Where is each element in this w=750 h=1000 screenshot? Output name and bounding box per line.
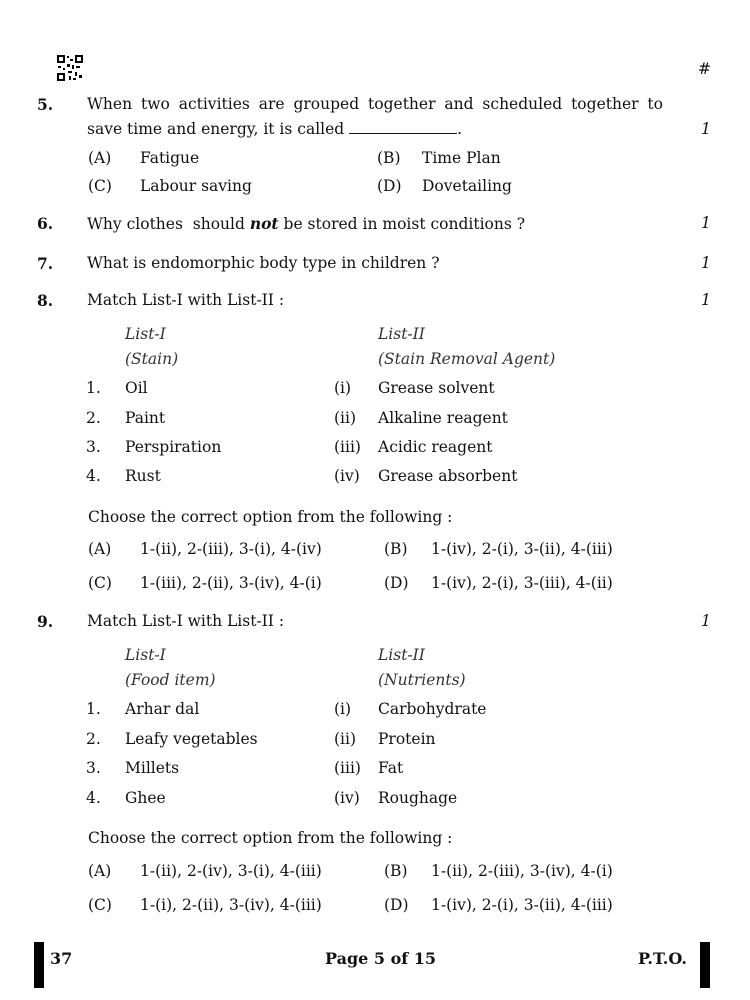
q9-row-4-match: Roughage: [378, 789, 458, 807]
q9-row-3-roman: (iii): [334, 759, 361, 777]
q8-option-c-label: (C): [88, 574, 112, 592]
q8-row-4-item: Rust: [125, 467, 161, 485]
q8-option-a-text: 1-(ii), 2-(iii), 3-(i), 4-(iv): [140, 540, 322, 558]
question-number-9: 9.: [37, 612, 54, 631]
q8-list2-title: List-II: [378, 325, 425, 343]
q9-option-d-label: (D): [384, 896, 409, 914]
q8-list2-subtitle: (Stain Removal Agent): [378, 350, 556, 368]
question-5-line-2-end: .: [457, 120, 463, 138]
q9-row-2-number: 2.: [86, 730, 101, 748]
q8-row-1-roman: (i): [334, 379, 352, 397]
q9-row-3-match: Fat: [378, 759, 404, 777]
q5-option-a-text: Fatigue: [140, 149, 200, 167]
footer-left-bar: [34, 942, 44, 988]
q5-option-c-label: (C): [88, 177, 112, 195]
question-6-text-after: be stored in moist conditions ?: [278, 215, 526, 233]
q8-row-3-roman: (iii): [334, 438, 361, 456]
q9-option-a-label: (A): [88, 862, 112, 880]
q5-option-b-text: Time Plan: [422, 149, 501, 167]
q9-row-2-roman: (ii): [334, 730, 357, 748]
q8-row-1-item: Oil: [125, 379, 148, 397]
question-number-6: 6.: [37, 214, 54, 233]
question-7-text: What is endomorphic body type in children ?: [87, 254, 440, 272]
q8-option-c-text: 1-(iii), 2-(ii), 3-(iv), 4-(i): [140, 574, 322, 592]
q9-row-1-number: 1.: [86, 700, 101, 718]
q9-option-c-text: 1-(i), 2-(ii), 3-(iv), 4-(iii): [140, 896, 322, 914]
q8-choose-instruction: Choose the correct option from the following :: [88, 508, 453, 526]
q9-list2-title: List-II: [378, 646, 425, 664]
q9-row-2-item: Leafy vegetables: [125, 730, 258, 748]
q9-list2-subtitle: (Nutrients): [378, 671, 466, 689]
q9-row-3-item: Millets: [125, 759, 180, 777]
q9-row-1-roman: (i): [334, 700, 352, 718]
q8-row-3-item: Perspiration: [125, 438, 222, 456]
q8-row-2-number: 2.: [86, 409, 101, 427]
q9-option-d-text: 1-(iv), 2-(i), 3-(ii), 4-(iii): [431, 896, 613, 914]
question-5-line-2-text: save time and energy, it is called: [87, 120, 345, 138]
q8-option-a-label: (A): [88, 540, 112, 558]
question-number-7: 7.: [37, 254, 54, 273]
question-5-line-2: [87, 120, 462, 138]
q9-option-b-label: (B): [384, 862, 408, 880]
q5-option-c-text: Labour saving: [140, 177, 252, 195]
q8-option-d-text: 1-(iv), 2-(i), 3-(iii), 4-(ii): [431, 574, 613, 592]
question-6-text-before: Why clothes should: [87, 215, 250, 233]
q9-option-c-label: (C): [88, 896, 112, 914]
fill-in-blank: [349, 121, 457, 134]
q8-row-4-number: 4.: [86, 467, 101, 485]
footer-code: 37: [50, 949, 73, 968]
q8-list1-title: List-I: [125, 325, 166, 343]
q5-option-b-label: (B): [377, 149, 401, 167]
question-8-text: Match List-I with List-II :: [87, 291, 285, 309]
q9-option-b-text: 1-(ii), 2-(iii), 3-(iv), 4-(i): [431, 862, 613, 880]
q8-row-3-number: 3.: [86, 438, 101, 456]
q8-row-3-match: Acidic reagent: [378, 438, 493, 456]
footer-pto: P.T.O.: [638, 949, 687, 968]
q9-row-4-roman: (iv): [334, 789, 360, 807]
question-5-marks: 1: [701, 120, 711, 138]
q5-option-d-label: (D): [377, 177, 402, 195]
q8-row-1-number: 1.: [86, 379, 101, 397]
q8-option-b-text: 1-(iv), 2-(i), 3-(ii), 4-(iii): [431, 540, 613, 558]
q9-row-2-match: Protein: [378, 730, 436, 748]
q9-list1-subtitle: (Food item): [125, 671, 216, 689]
question-9-text: Match List-I with List-II :: [87, 612, 285, 630]
q8-row-2-match: Alkaline reagent: [378, 409, 508, 427]
footer-right-bar: [700, 942, 710, 988]
question-6-text: [87, 214, 525, 233]
question-number-5: 5.: [37, 95, 54, 114]
question-7-marks: 1: [701, 254, 711, 272]
q9-choose-instruction: Choose the correct option from the following :: [88, 829, 453, 847]
q8-row-2-roman: (ii): [334, 409, 357, 427]
question-8-marks: 1: [701, 291, 711, 309]
q5-option-a-label: (A): [88, 149, 112, 167]
page-hash: #: [698, 60, 711, 78]
qr-code: [57, 55, 83, 81]
q9-row-4-number: 4.: [86, 789, 101, 807]
question-number-8: 8.: [37, 291, 54, 310]
question-5-line-1: When two activities are grouped together and scheduled together to: [87, 95, 663, 113]
q5-option-d-text: Dovetailing: [422, 177, 512, 195]
question-6-marks: 1: [701, 214, 711, 232]
question-9-marks: 1: [701, 612, 711, 630]
q8-option-d-label: (D): [384, 574, 409, 592]
q9-row-1-item: Arhar dal: [125, 700, 200, 718]
q9-row-4-item: Ghee: [125, 789, 166, 807]
q9-option-a-text: 1-(ii), 2-(iv), 3-(i), 4-(iii): [140, 862, 322, 880]
q9-list1-title: List-I: [125, 646, 166, 664]
q9-row-3-number: 3.: [86, 759, 101, 777]
q8-row-4-match: Grease absorbent: [378, 467, 518, 485]
q8-row-1-match: Grease solvent: [378, 379, 495, 397]
q8-option-b-label: (B): [384, 540, 408, 558]
q9-row-1-match: Carbohydrate: [378, 700, 487, 718]
footer-page-number: Page 5 of 15: [325, 949, 436, 968]
q8-list1-subtitle: (Stain): [125, 350, 179, 368]
q8-row-4-roman: (iv): [334, 467, 360, 485]
q8-row-2-item: Paint: [125, 409, 166, 427]
question-6-emphasis: not: [249, 214, 279, 233]
